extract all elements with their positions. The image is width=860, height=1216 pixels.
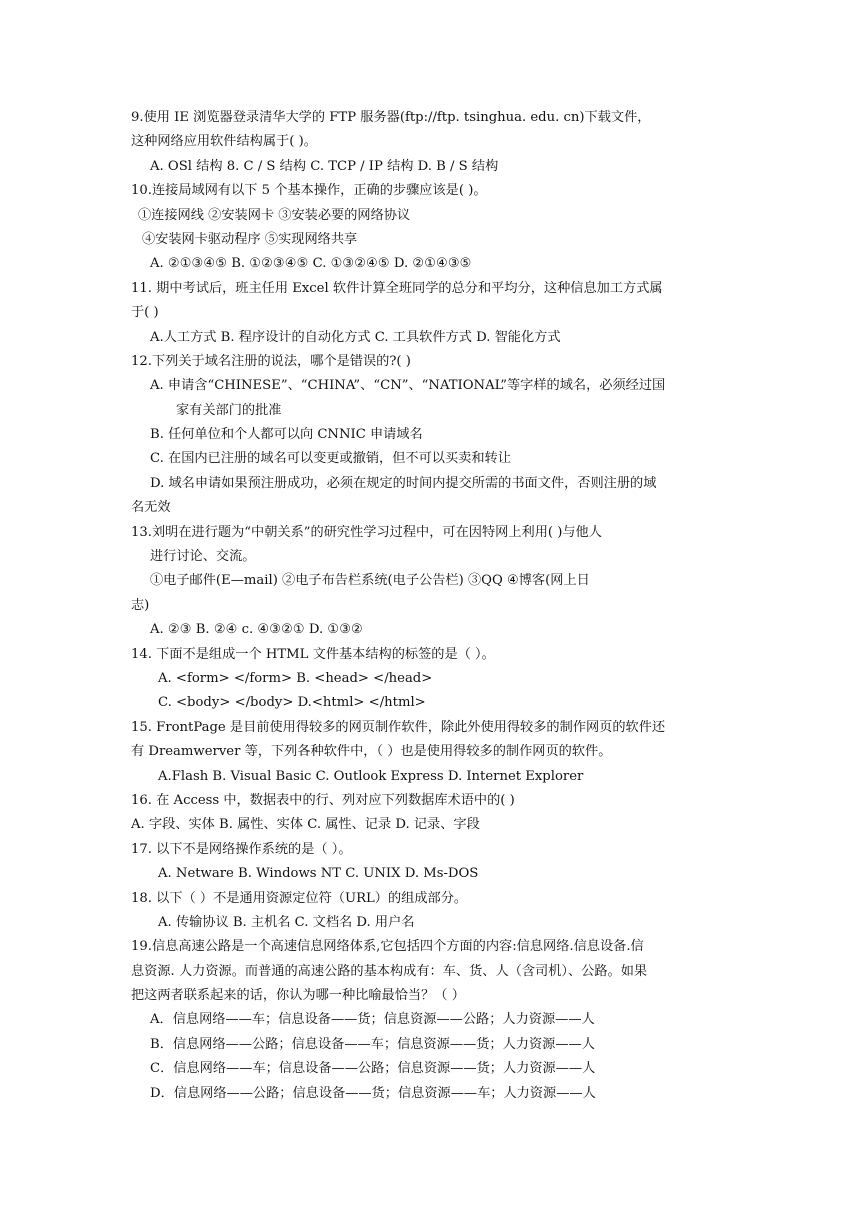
text-line: C．信息网络——车；信息设备——公路；信息资源——货；人力资源——人 <box>150 1061 596 1077</box>
text-line: A. <form> </form> B. <head> </head> <box>158 670 433 686</box>
text-line: 10.连接局域网有以下 5 个基本操作，正确的步骤应该是( )。 <box>131 183 487 199</box>
text-line: 名无效 <box>131 500 171 516</box>
text-line: 志) <box>131 597 150 613</box>
text-line: 19.信息高速公路是一个高速信息网络体系,它包括四个方面的内容:信息网络.信息设备.信 <box>131 939 644 955</box>
text-line: A. ②③ B. ②④ c. ④③②① D. ①③② <box>150 622 363 638</box>
text-line: 于( ) <box>131 305 159 321</box>
text-line: ①电子邮件(E—mail) ②电子布告栏系统(电子公告栏) ③QQ ④博客(网上日 <box>150 573 590 589</box>
text-line: 把这两者联系起来的话，你认为哪一种比喻最恰当？（ ） <box>131 988 465 1004</box>
text-line: C. 在国内已注册的域名可以变更或撤销，但不可以买卖和转让 <box>150 451 511 467</box>
text-line: 有 Dreamwerver 等，下列各种软件中，（ ）也是使用得较多的制作网页的软件。 <box>131 744 612 760</box>
text-line: 18. 以下（ ）不是通用资源定位符（URL）的组成部分。 <box>131 890 468 906</box>
document-body <box>131 106 731 1106</box>
text-line: A. 申请含“CHINESE”、“CHINA”、“CN”、“NATIONAL”等字样的域名，必须经过国 <box>150 378 666 394</box>
text-line: 17. 以下不是网络操作系统的是（ ）。 <box>131 841 352 857</box>
text-line: 16. 在 Access 中，数据表中的行、列对应下列数据库术语中的( ) <box>131 792 515 808</box>
text-line: 11. 期中考试后，班主任用 Excel 软件计算全班同学的总分和平均分，这种信息加工方式属 <box>131 280 663 296</box>
text-line: 9.使用 IE 浏览器登录清华大学的 FTP 服务器(ftp://ftp. tsinghua. edu. cn)下载文件， <box>131 110 651 125</box>
text-line: 息资源. 人力资源。而普通的高速公路的基本构成有：车、货、人（含司机）、公路。如果 <box>131 963 648 979</box>
text-line: 15. FrontPage 是目前使用得较多的网页制作软件，除此外使用得较多的制作网页的软件还 <box>131 719 666 735</box>
text-line: 12.下列关于域名注册的说法，哪个是错误的?( ) <box>131 353 411 369</box>
text-line: A.人工方式 B. 程序设计的自动化方式 C. 工具软件方式 D. 智能化方式 <box>150 329 561 345</box>
text-line: 14. 下面不是组成一个 HTML 文件基本结构的标签的是（ ）。 <box>131 646 495 662</box>
text-line: 进行讨论、交流。 <box>150 549 256 565</box>
text-line: A．信息网络——车；信息设备——货；信息资源——公路；人力资源——人 <box>150 1012 595 1028</box>
text-line: B．信息网络——公路；信息设备——车；信息资源——货；人力资源——人 <box>150 1036 595 1052</box>
text-line: A.Flash B. Visual Basic C. Outlook Express D. Internet Explorer <box>158 768 584 784</box>
text-line: A. OSl 结构 8. C / S 结构 C. TCP / IP 结构 D. B / S 结构 <box>150 158 499 174</box>
text-line: A. ②①③④⑤ B. ①②③④⑤ C. ①③②④⑤ D. ②①④③⑤ <box>150 256 472 272</box>
text-line: 13.刘明在进行题为“中朝关系”的研究性学习过程中，可在因特网上利用( )与他人 <box>131 524 602 540</box>
text-line: C. <body> </body> D.<html> </html> <box>158 695 426 711</box>
text-line: A. 字段、实体 B. 属性、实体 C. 属性、记录 D. 记录、字段 <box>131 817 480 833</box>
text-line: A. 传输协议 B. 主机名 C. 文档名 D. 用户名 <box>158 914 415 930</box>
text-line: ④安装网卡驱动程序 ⑤实现网络共享 <box>142 231 358 247</box>
text-line: 这种网络应用软件结构属于( )。 <box>131 134 317 150</box>
text-line: D．信息网络——公路；信息设备——货；信息资源——车；人力资源——人 <box>150 1085 596 1101</box>
text-line: ①连接网线 ②安装网卡 ③安装必要的网络协议 <box>138 207 411 223</box>
text-line: B. 任何单位和个人都可以向 CNNIC 申请域名 <box>150 427 423 443</box>
text-line: A. Netware B. Windows NT C. UNIX D. Ms-DOS <box>158 866 479 882</box>
text-line: 家有关部门的批准 <box>176 402 282 418</box>
text-line: D. 域名申请如果预注册成功，必须在规定的时间内提交所需的书面文件，否则注册的域 <box>150 475 657 491</box>
